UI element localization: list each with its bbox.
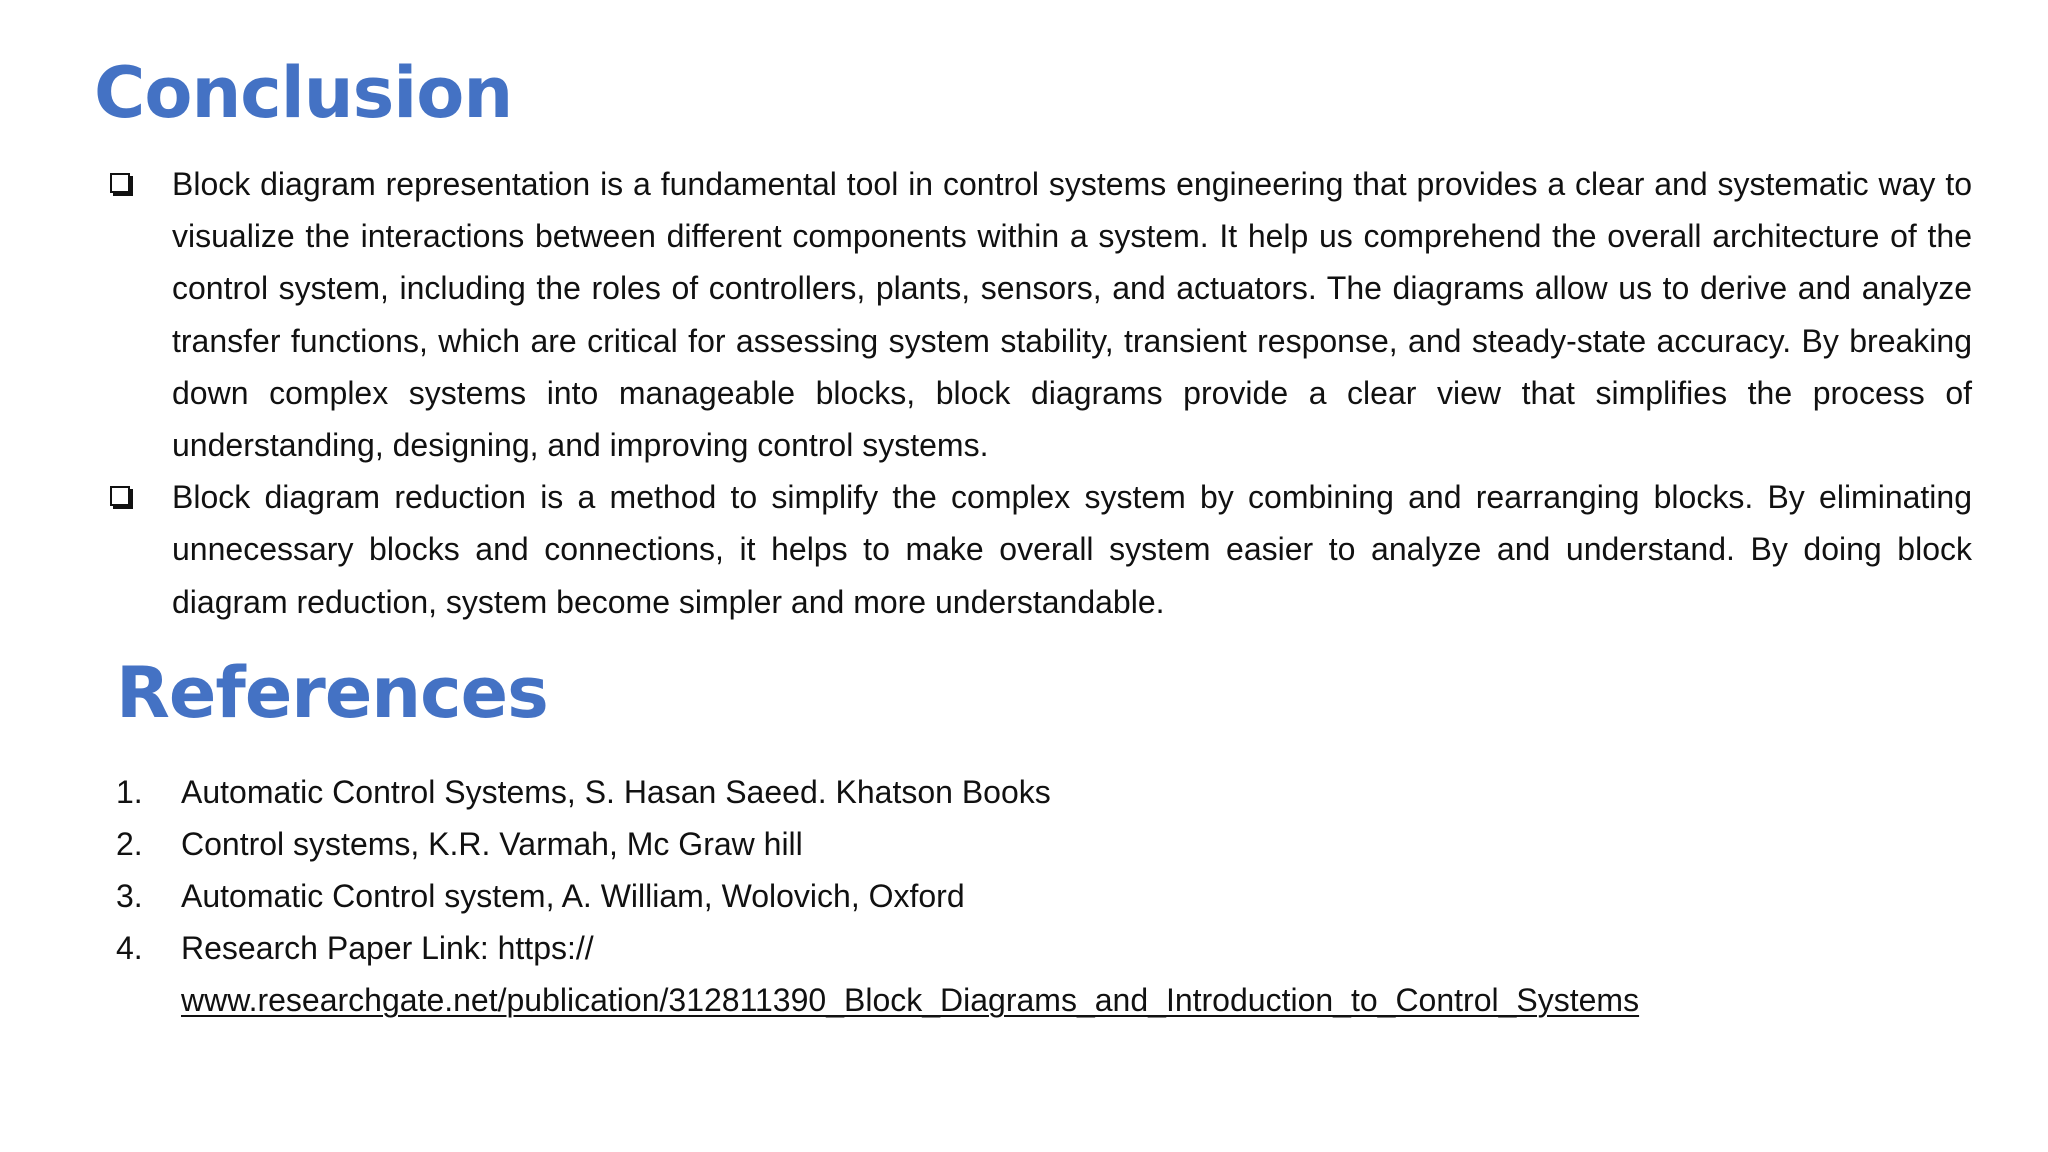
reference-text: Control systems, K.R. Varmah, Mc Graw hill (181, 826, 803, 862)
research-paper-link[interactable]: www.researchgate.net/publication/312811390_Block_Diagrams_and_Introduction_to_Control_Systems (181, 982, 1640, 1018)
conclusion-bullet (100, 471, 1972, 628)
reference-text: Research Paper Link: https:// (181, 930, 594, 966)
reference-item (116, 818, 1996, 870)
reference-number: 2. (116, 826, 143, 862)
conclusion-bullet (100, 158, 1972, 471)
reference-text: Automatic Control system, A. William, Wolovich, Oxford (181, 878, 965, 914)
conclusion-bullet-list (100, 158, 1972, 628)
reference-item (116, 870, 1996, 922)
conclusion-heading: Conclusion (94, 52, 513, 134)
bullet-text: Block diagram representation is a fundamental tool in control systems engineering that provides a clear and systematic way to visualize the interactions between different components within a system. It help us comprehend the overall architecture of the control system, including the roles of controllers, plants, sensors, and actuators. The diagrams allow us to derive and analyze transfer functions, which are critical for assessing system stability, transient response, and steady-state accuracy. By breaking down complex systems into manageable blocks, block diagrams provide a clear view that simplifies the process of understanding, designing, and improving control systems. (172, 166, 1972, 464)
reference-item (116, 922, 1996, 1026)
references-list (116, 766, 1996, 1026)
references-heading: References (116, 652, 548, 734)
checkbox-icon (110, 173, 130, 193)
reference-text: Automatic Control Systems, S. Hasan Saeed. Khatson Books (181, 774, 1051, 810)
bullet-text: Block diagram reduction is a method to simplify the complex system by combining and rearranging blocks. By eliminating unnecessary blocks and connections, it helps to make overall system easier to analyze and understand. By doing block diagram reduction, system become simpler and more understandable. (172, 479, 1972, 620)
reference-number: 3. (116, 878, 143, 914)
reference-number: 4. (116, 930, 143, 966)
reference-number: 1. (116, 774, 143, 810)
reference-item (116, 766, 1996, 818)
checkbox-icon (110, 486, 130, 506)
